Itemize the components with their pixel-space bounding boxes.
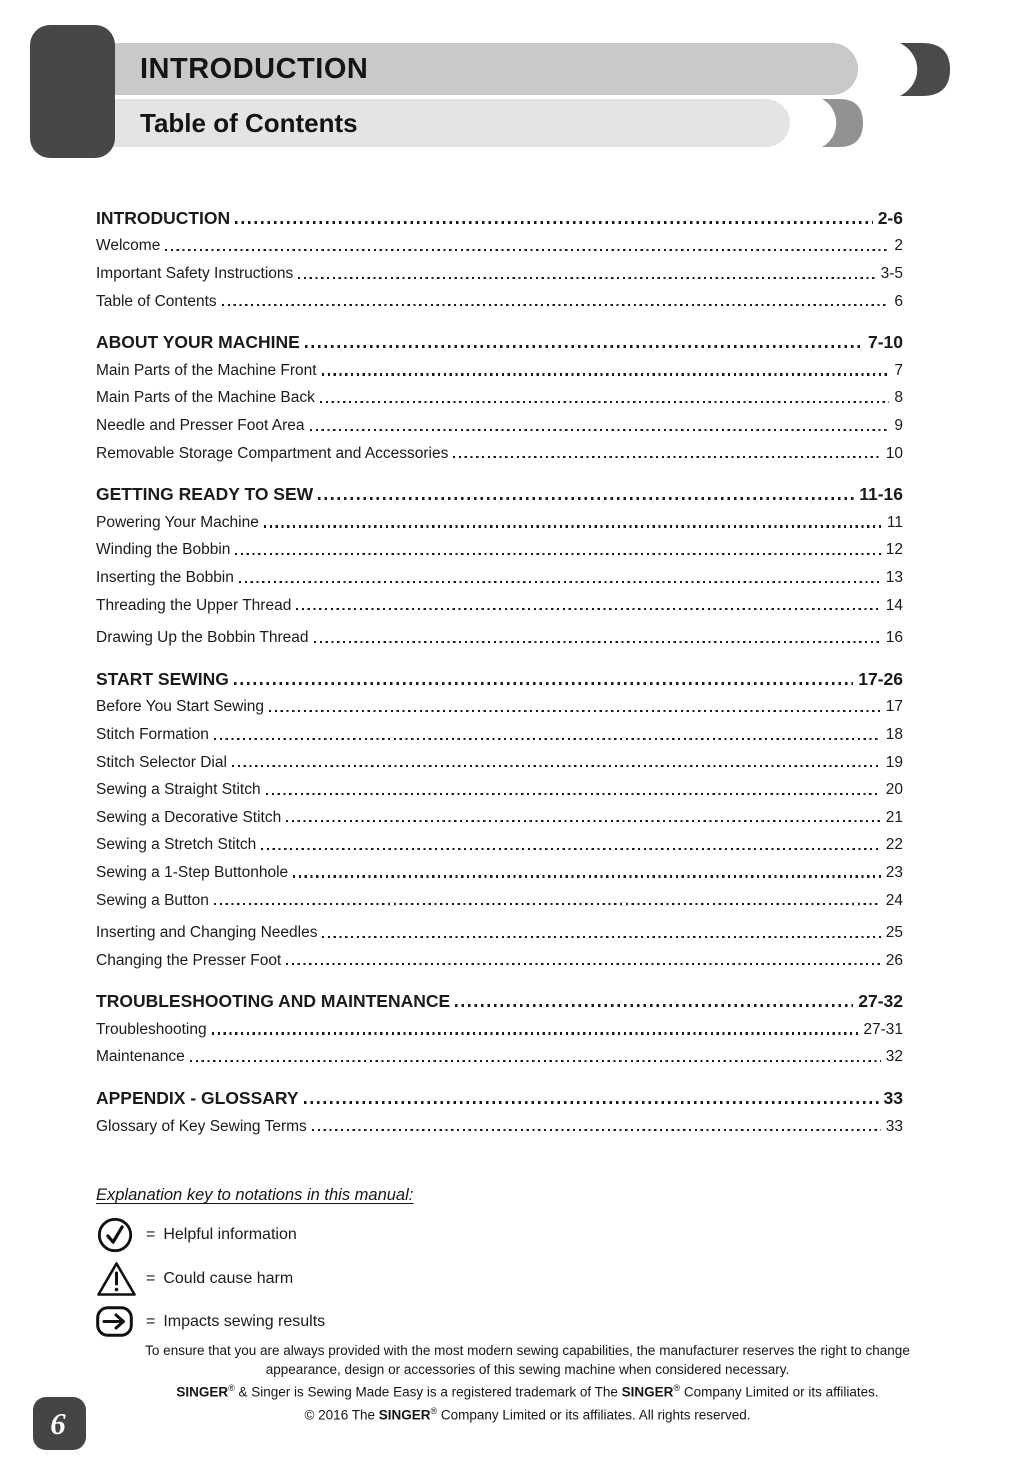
dot-leader <box>234 682 853 685</box>
toc-item-page: 21 <box>885 808 903 826</box>
toc-item-row <box>96 380 903 408</box>
toc-item-row <box>96 826 903 854</box>
toc-item-page: 3-5 <box>880 265 903 283</box>
dot-leader <box>296 608 880 610</box>
dot-leader <box>305 345 863 348</box>
footer-line-4: © 2016 The SINGER® Company Limited or its affiliates. All rights reserved. <box>304 1406 751 1423</box>
dot-leader <box>293 875 881 877</box>
toc-item-row <box>96 504 903 532</box>
toc-item-row <box>96 771 903 799</box>
toc-item-label: Sewing a Button <box>96 891 209 909</box>
dot-leader <box>232 765 881 767</box>
toc-item-label: Changing the Presser Foot <box>96 951 282 969</box>
toc-item-row <box>96 255 903 283</box>
toc-item-page: 13 <box>885 568 903 586</box>
dot-leader <box>222 304 890 306</box>
legend-item <box>96 1306 413 1337</box>
toc <box>96 200 903 1135</box>
toc-item-label: Important Safety Instructions <box>96 265 294 283</box>
toc-section-row <box>96 983 903 1011</box>
dot-leader <box>239 581 881 583</box>
footer-line-3: SINGER® & Singer is Sewing Made Easy is a registered trademark of The SINGER® Company Limited or its affiliates. <box>176 1383 879 1400</box>
legend-item <box>96 1261 413 1297</box>
toc-item-label: Welcome <box>96 237 161 255</box>
dot-leader <box>269 710 881 712</box>
dot-leader <box>264 525 882 527</box>
dot-leader <box>214 903 881 905</box>
toc-section-pages: 17-26 <box>858 668 903 689</box>
toc-section-row <box>96 324 903 352</box>
toc-item-page: 14 <box>885 596 903 614</box>
header-crescent-gray <box>816 99 863 147</box>
toc-section-row <box>96 476 903 504</box>
toc-item-page: 18 <box>885 725 903 743</box>
toc-item-page: 10 <box>885 444 903 462</box>
arrow-right-icon <box>96 1306 140 1337</box>
dot-leader <box>261 848 881 850</box>
toc-section-label: ABOUT YOUR MACHINE <box>96 332 300 353</box>
toc-section-pages: 11-16 <box>859 484 903 505</box>
toc-item-row <box>96 942 903 970</box>
toc-item-row <box>96 799 903 827</box>
header-tab <box>30 25 115 158</box>
toc-item-page: 9 <box>894 417 903 435</box>
toc-item-row <box>96 587 903 615</box>
toc-item-row <box>96 228 903 256</box>
toc-section-label: INTRODUCTION <box>96 207 231 228</box>
toc-item-row <box>96 1108 903 1136</box>
toc-item-row <box>96 559 903 587</box>
toc-item-row <box>96 1011 903 1039</box>
footer-line-1: To ensure that you are always provided with the most modern sewing capabilities, the manufacturer reserves the right to change <box>145 1343 910 1358</box>
page-title: INTRODUCTION <box>140 52 369 85</box>
dot-leader <box>298 277 875 279</box>
toc-item-label: Table of Contents <box>96 292 217 310</box>
toc-item-page: 23 <box>885 863 903 881</box>
toc-item-label: Sewing a Stretch Stitch <box>96 836 257 854</box>
dot-leader <box>235 221 873 224</box>
toc-item-label: Removable Storage Compartment and Accessories <box>96 444 449 462</box>
toc-item-page: 8 <box>894 389 903 407</box>
header-title-bar <box>110 43 858 95</box>
equals-sign: = <box>146 1226 156 1243</box>
dot-leader <box>320 401 890 403</box>
warning-triangle-icon <box>96 1261 140 1297</box>
toc-item-row <box>96 352 903 380</box>
toc-item-label: Winding the Bobbin <box>96 541 231 559</box>
toc-item-page: 2 <box>894 237 903 255</box>
dot-leader <box>312 1129 881 1131</box>
toc-item-label: Sewing a Straight Stitch <box>96 781 261 799</box>
toc-item-label: Stitch Selector Dial <box>96 753 227 771</box>
dot-leader <box>453 456 880 458</box>
toc-item-page: 7 <box>894 361 903 379</box>
toc-item-page: 27-31 <box>863 1020 903 1038</box>
legend <box>96 1186 413 1337</box>
toc-section-label: GETTING READY TO SEW <box>96 484 314 505</box>
toc-item-page: 20 <box>885 781 903 799</box>
equals-sign: = <box>146 1312 156 1330</box>
dot-leader <box>304 1101 879 1104</box>
toc-item-row <box>96 407 903 435</box>
check-circle-icon <box>96 1216 140 1254</box>
toc-section-pages: 7-10 <box>867 332 903 353</box>
toc-item-row <box>96 744 903 772</box>
legend-title: Explanation key to notations in this manual: <box>96 1186 414 1204</box>
legend-label: Could cause harm <box>163 1270 294 1287</box>
toc-item-row <box>96 1039 903 1067</box>
dot-leader <box>235 553 880 555</box>
toc-section-row <box>96 1080 903 1108</box>
dot-leader <box>165 249 889 251</box>
toc-section-row <box>96 200 903 228</box>
toc-item-page: 25 <box>885 924 903 942</box>
dot-leader <box>266 793 881 795</box>
equals-sign: = <box>146 1270 156 1287</box>
toc-item-label: Sewing a Decorative Stitch <box>96 808 282 826</box>
toc-item-page: 26 <box>885 951 903 969</box>
toc-item-page: 22 <box>885 836 903 854</box>
toc-item-label: Needle and Presser Foot Area <box>96 417 305 435</box>
toc-item-label: Main Parts of the Machine Front <box>96 361 317 379</box>
toc-section-pages: 33 <box>883 1087 903 1108</box>
toc-item-label: Main Parts of the Machine Back <box>96 389 315 407</box>
header-subtitle-bar <box>110 99 790 147</box>
toc-item-page: 16 <box>885 629 903 647</box>
toc-item-row <box>96 716 903 744</box>
footer-line-2: appearance, design or accessories of this sewing machine when considered necessary. <box>265 1361 790 1377</box>
toc-item-label: Inserting the Bobbin <box>96 568 234 586</box>
dot-leader <box>286 820 881 822</box>
toc-item-label: Sewing a 1-Step Buttonhole <box>96 863 289 881</box>
toc-section-label: START SEWING <box>96 668 229 689</box>
dot-leader <box>212 1032 859 1034</box>
toc-item-page: 32 <box>885 1048 903 1066</box>
dot-leader <box>322 936 880 938</box>
dot-leader <box>314 641 881 643</box>
toc-item-label: Maintenance <box>96 1048 185 1066</box>
page-number: 6 <box>50 1405 66 1441</box>
dot-leader <box>190 1060 881 1062</box>
toc-item-row <box>96 882 903 910</box>
toc-item-label: Troubleshooting <box>96 1020 207 1038</box>
toc-item-page: 24 <box>885 891 903 909</box>
toc-item-row <box>96 283 903 311</box>
toc-item-label: Stitch Formation <box>96 725 209 743</box>
toc-item-label: Powering Your Machine <box>96 513 259 531</box>
toc-item-label: Inserting and Changing Needles <box>96 924 318 942</box>
toc-item-row <box>96 435 903 463</box>
toc-item-page: 17 <box>885 698 903 716</box>
toc-item-row <box>96 914 903 942</box>
toc-item-label: Threading the Upper Thread <box>96 596 292 614</box>
toc-section-pages: 2-6 <box>877 207 903 228</box>
dot-leader <box>286 963 881 965</box>
legend-label: Impacts sewing results <box>163 1312 326 1330</box>
toc-section-row <box>96 661 903 689</box>
dot-leader <box>322 373 890 375</box>
toc-item-label: Glossary of Key Sewing Terms <box>96 1117 307 1135</box>
dot-leader <box>455 1004 853 1007</box>
page-subtitle: Table of Contents <box>140 107 358 138</box>
toc-item-page: 6 <box>894 292 903 310</box>
toc-item-page: 33 <box>885 1117 903 1135</box>
toc-item-label: Before You Start Sewing <box>96 698 265 716</box>
dot-leader <box>214 738 881 740</box>
toc-item-row <box>96 689 903 717</box>
legend-item <box>96 1216 413 1254</box>
page-number-badge <box>33 1397 86 1450</box>
toc-item-row <box>96 619 903 647</box>
dot-leader <box>310 429 890 431</box>
footer <box>50 1342 1005 1425</box>
toc-item-label: Drawing Up the Bobbin Thread <box>96 629 309 647</box>
toc-item-row <box>96 532 903 560</box>
toc-section-label: APPENDIX - GLOSSARY <box>96 1087 299 1108</box>
legend-label: Helpful information <box>163 1226 297 1243</box>
toc-item-page: 19 <box>885 753 903 771</box>
toc-item-page: 11 <box>886 513 903 531</box>
header-crescent-dark <box>893 43 950 96</box>
toc-section-pages: 27-32 <box>858 991 903 1012</box>
dot-leader <box>318 497 854 500</box>
toc-item-page: 12 <box>885 541 903 559</box>
toc-item-row <box>96 854 903 882</box>
toc-section-label: TROUBLESHOOTING AND MAINTENANCE <box>96 991 451 1012</box>
